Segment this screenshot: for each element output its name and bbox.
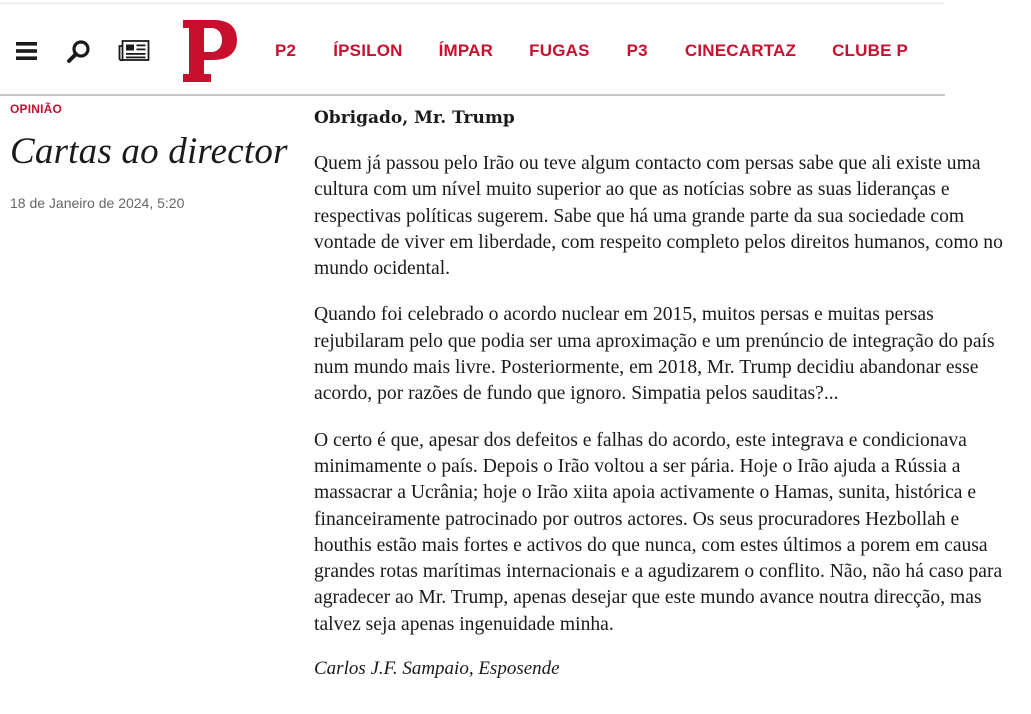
section-label[interactable]: OPINIÃO — [10, 102, 63, 116]
nav-item-cinecartaz[interactable]: CINECARTAZ — [684, 41, 797, 60]
nav-item-impar[interactable]: ÍMPAR — [438, 41, 494, 60]
nav-item-ipsilon[interactable]: ÍPSILON — [333, 41, 403, 60]
article-paragraph: Quando foi celebrado o acordo nuclear em 2015, muitos persas e muitas persas rejubilaram pelo que podia ser uma aproximação e um prenúncio de integração do país num mundo mais livre. Posteriormente, em 2018, Mr. Trump decidiu abandonar esse acordo, por razões de fundo que ignoro. Simpatia pelos sauditas?... — [314, 304, 995, 405]
letter-title: Obrigado, Mr. Trump — [314, 108, 515, 128]
site-header — [0, 4, 945, 96]
article-body — [314, 108, 1004, 680]
page-title: Cartas ao director — [10, 131, 288, 172]
newspaper-icon[interactable] — [118, 39, 150, 69]
main-navigation — [275, 41, 908, 61]
article-paragraph: Quem já passou pelo Irão ou teve algum contacto com persas sabe que ali existe uma cultura com um nível muito superior ao que as notícias sobre as suas lideranças e respectivas políticas sugerem. Sabe que há uma grande parte da sua sociedade com vontade de viver em liberdade, com respeito completo pelos direitos humanos, como no mundo ocidental. — [314, 153, 1003, 280]
hamburger-menu-icon[interactable] — [15, 39, 39, 69]
article-paragraph: O certo é que, apesar dos defeitos e falhas do acordo, este integrava e condicionava minimamente o país. Depois o Irão voltou a ser pária. Hoje o Irão ajuda a Rússia a massacrar a Ucrânia; hoje o Irão xiita apoia activamente o Hamas, sunita, histórica e financeiramente patrocinado por outros actores. Os seus procuradores Hezbollah e houthis estão mais fortes e activos do que nunca, com estes últimos a porem em causa grandes rotas marítimas internacionais e a agudizarem o conflito. Não, não há caso para agradecer ao Mr. Trump, apenas desejar que este mundo avance noutra direcção, mas talvez seja apenas ingenuidade minha. — [314, 429, 1003, 635]
search-icon[interactable] — [66, 39, 92, 69]
letter-signature: Carlos J.F. Sampaio, Esposende — [314, 658, 560, 680]
nav-item-fugas[interactable]: FUGAS — [529, 41, 590, 60]
nav-item-p2[interactable]: P2 — [275, 41, 297, 60]
publish-date: 18 de Janeiro de 2024, 5:20 — [10, 194, 185, 211]
article-sidebar — [10, 100, 300, 211]
nav-item-p3[interactable]: P3 — [626, 41, 648, 60]
publico-p-logo[interactable] — [180, 18, 240, 88]
nav-item-clube-p[interactable]: CLUBE P — [832, 41, 909, 60]
